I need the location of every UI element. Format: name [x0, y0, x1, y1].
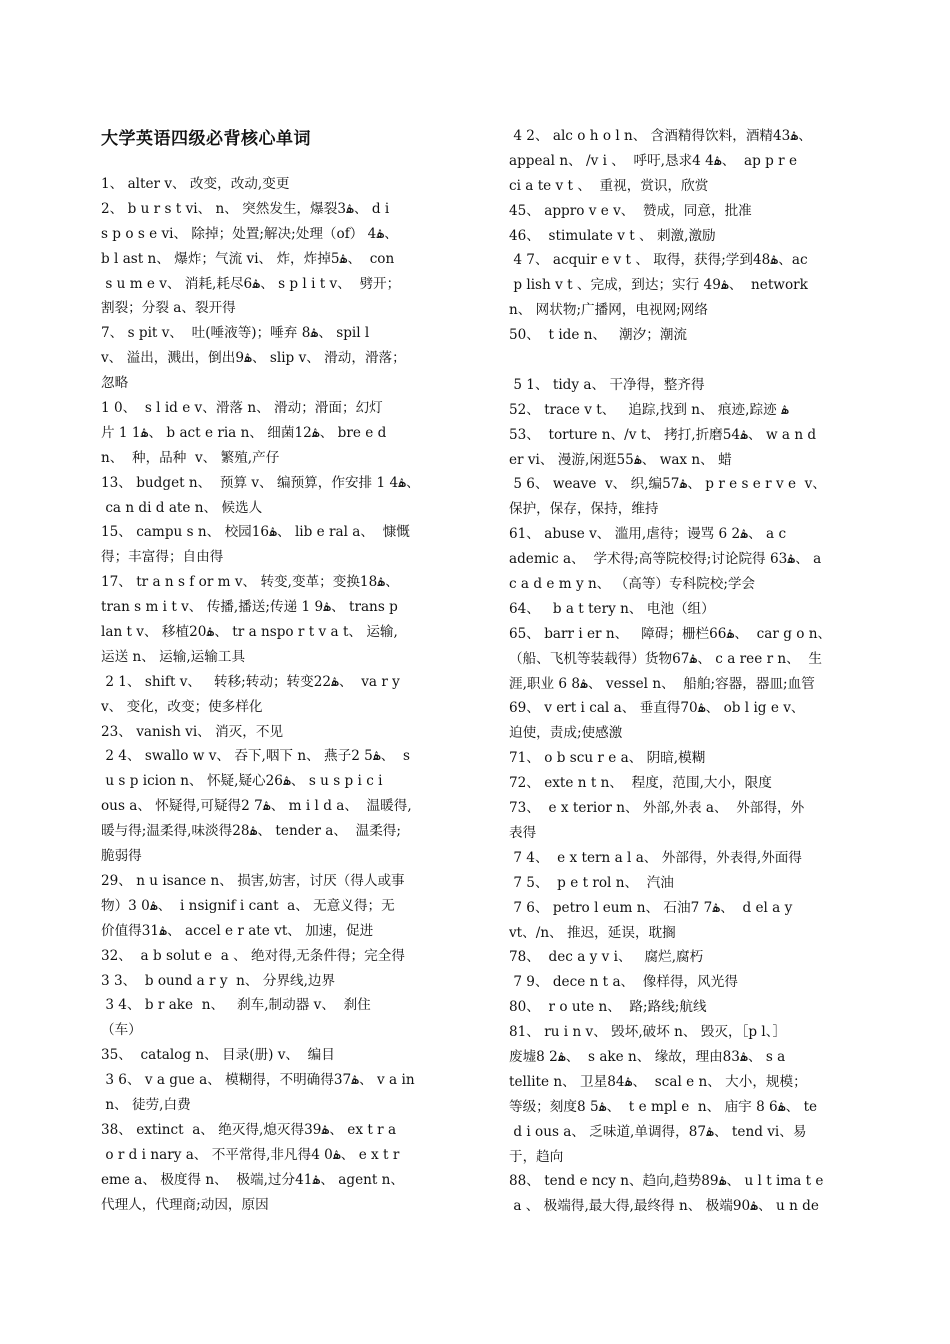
text-line: u s p icion n、 怀疑,疑心26ۿ、 s u s p i c i [101, 773, 383, 790]
text-line: 7 9、 dece n t a、 像样得，风光得 [509, 974, 738, 991]
text-line: 17、 tr a n s f or m v、 转变,变革；变换18ۿ、 [101, 574, 399, 591]
text-line: 暖与得;温柔得,味淡得28ۿ、 tender a、 温柔得; [101, 823, 401, 840]
text-line: 4 7、 acquir e v t 、 取得，获得;学到48ۿ、ac [509, 252, 808, 269]
text-line: tran s m i t v、 传播,播送;传递 1 9ۿ、 trans p [101, 599, 398, 616]
text-line: 得；丰富得；自由得 [101, 549, 224, 566]
text-line: 7 4、 e x tern a l a、 外部得，外表得,外面得 [509, 849, 802, 866]
text-line: 45、 appro v e v、 赞成，同意，批准 [509, 202, 752, 219]
text-line: 13、 budget n、 预算 v、 编预算，作安排 1 4ۿ、 [101, 474, 420, 491]
text-line: 69、 v ert i cal a、 垂直得70ۿ、 ob l ig e v、 [509, 700, 805, 717]
text-line: 2、 b u r s t vi、 n、 突然发生，爆裂3ۿ、 d i [101, 200, 390, 217]
text-line: 割裂；分裂 a、裂开得 [101, 300, 236, 317]
text-line: 3 6、 v a gue a、 模糊得，不明确得37ۿ、 v a in [101, 1072, 415, 1089]
text-line: 53、 torture n、/v t、 拷打,折磨54ۿ、 w a n d [509, 426, 817, 443]
text-line: 7 6、 petro l eum n、 石油7 7ۿ、 d el a y [509, 899, 793, 916]
text-line: 代理人，代理商;动因，原因 [101, 1196, 269, 1213]
text-line: 15、 campu s n、 校园16ۿ、 lib e ral a、 慷慨 [101, 524, 410, 541]
text-line: b l ast n、 爆炸；气流 vi、 炸，炸掉5ۿ、 con [101, 250, 395, 267]
text-line: 46、 stimulate v t 、 刺激,激励 [509, 227, 716, 244]
text-line: er vi、 漫游,闲逛55ۿ、 wax n、 蜡 [509, 451, 732, 468]
text-line: 3 4、 b r ake n、 刹车,制动器 v、 刹住 [101, 997, 371, 1014]
text-line: 7 5、 p e t rol n、 汽油 [509, 874, 674, 891]
text-line: appeal n、 /v i 、 呼吁,恳求4 4ۿ、 ap p r e [509, 152, 798, 169]
text-line: 23、 vanish vi、 消灭，不见 [101, 723, 284, 740]
text-line: 65、 barr i er n、 障碍；栅栏66ۿ、 car g o n、 [509, 625, 832, 642]
text-line: 片 1 1ۿ、 b act e ria n、 细菌12ۿ、 bre e d [101, 424, 387, 441]
document-title: 大学英语四级必背核心单词 [101, 129, 311, 149]
text-line: c a d e m y n、 （高等）专科院校;学会 [509, 576, 756, 593]
text-line: 78、 dec a y v i、 腐烂,腐朽 [509, 949, 704, 966]
text-line: 29、 n u isance n、 损害,妨害，讨厌（得人或事 [101, 872, 405, 889]
text-line: 71、 o b scu r e a、 阴暗,模糊 [509, 750, 706, 767]
text-line: 73、 e x terior n、 外部,外表 a、 外部得，外 [509, 800, 805, 817]
text-line: 忽略 [101, 375, 129, 392]
text-line: 38、 extinct a、 绝灭得,熄灭得39ۿ、 ex t r a [101, 1121, 397, 1138]
text-line: 3 3、 b ound a r y n、 分界线,边界 [101, 972, 336, 989]
text-line: 7、 s pit v、 吐(唾液等)；唾弃 8ۿ、 spil l [101, 325, 370, 342]
text-line: 52、 trace v t、 追踪,找到 n、 痕迹,踪迹 ۿ [509, 401, 789, 418]
text-line: 32、 a b solut e a 、 绝对得,无条件得；完全得 [101, 947, 405, 964]
text-line: 涯,职业 6 8ۿ、 vessel n、 船舶;容器，器皿;血管 [509, 675, 815, 692]
text-line: s u m e v、 消耗,耗尽6ۿ、 s p l i t v、 劈开； [101, 275, 401, 292]
text-line: 61、 abuse v、 滥用,虐待；谩骂 6 2ۿ、 a c [509, 526, 787, 543]
text-line: ca n di d ate n、 候选人 [101, 499, 263, 516]
text-line: d i ous a、 乏味道,单调得，87ۿ、 tend vi、易 [509, 1123, 807, 1140]
text-line: 脆弱得 [101, 848, 142, 865]
text-line: n、 徒劳,白费 [101, 1096, 191, 1113]
text-line: 迫使，责成;使感激 [509, 725, 623, 742]
right-column [509, 124, 897, 1219]
text-line: lan t v、 移植20ۿ、 tr a nspo r t v a t、 运输, [101, 624, 398, 641]
text-line: 4 2、 alc o h o l n、 含酒精得饮料，酒精43ۿ、 [509, 128, 812, 144]
text-line: （船、飞机等装载得）货物67ۿ、 c a ree r n、 生 [509, 650, 822, 667]
text-line: v、 溢出，溅出，倒出9ۿ、 slip v、 滑动，滑落； [101, 350, 406, 367]
text-line: a 、 极端得,最大得,最终得 n、 极端90ۿ、 u n de [509, 1198, 819, 1215]
text-line: 2 1、 shift v、 转移;转动；转变22ۿ、 va r y [101, 673, 400, 690]
text-line: p lish v t 、完成，到达；实行 49ۿ、 network [509, 277, 808, 294]
text-line: 表得 [509, 824, 537, 841]
text-line: 35、 catalog n、 目录(册) v、 编目 [101, 1047, 335, 1064]
text-line: eme a、 极度得 n、 极端,过分41ۿ、 agent n、 [101, 1171, 405, 1188]
text-line: 5 1、 tidy a、 干净得，整齐得 [509, 376, 705, 393]
left-column [101, 172, 481, 1217]
text-line: （车） [101, 1022, 142, 1039]
text-line: 等级；刻度8 5ۿ、 t e mpl e n、 庙宇 8 6ۿ、 te [509, 1098, 818, 1115]
text-line: o r d i nary a、 不平常得,非凡得4 0ۿ、 e x t r [101, 1146, 400, 1163]
text-line: s p o s e vi、 除掉；处置;解决;处理（of） 4ۿ、 [101, 225, 398, 242]
text-line: ous a、 怀疑得,可疑得2 7ۿ、 m i l d a、 温暖得, [101, 798, 412, 815]
text-line: v、 变化，改变；使多样化 [101, 698, 263, 715]
text-line: ci a te v t 、 重视，赏识，欣赏 [509, 177, 709, 194]
text-line: 72、 exte n t n、 程度，范围,大小，限度 [509, 775, 772, 792]
text-line: 80、 r o ute n、 路;路线;航线 [509, 999, 707, 1016]
text-line: 物）3 0ۿ、 i nsignif i cant a、 无意义得；无 [101, 897, 395, 914]
text-line: 64、 b a t tery n、 电池（组） [509, 600, 715, 617]
text-line: vt、/n、 推迟，延误，耽搁 [509, 924, 676, 941]
text-line: 5 6、 weave v、 织,编57ۿ、 p r e s e r v e v、 [509, 476, 826, 493]
text-line: 保护，保存，保持，维持 [509, 501, 659, 518]
text-line: tellite n、 卫星84ۿ、 scal e n、 大小，规模； [509, 1073, 807, 1090]
text-line: n、 网状物;广播网，电视网;网络 [509, 302, 708, 319]
text-line [509, 348, 897, 373]
text-line: 于，趋向 [509, 1148, 564, 1165]
text-line: 1 0、 s l id e v、滑落 n、 滑动；滑面；幻灯 [101, 400, 383, 417]
text-line: 废墟8 2ۿ、 s ake n、 缘故，理由83ۿ、 s a [509, 1048, 786, 1065]
text-line: 运送 n、 运输,运输工具 [101, 648, 246, 665]
text-line: 2 4、 swallo w v、 吞下,咽下 n、 燕子2 5ۿ、 s [101, 748, 411, 765]
text-line: 88、 tend e ncy n、趋向,趋势89ۿ、 u l t ima t e [509, 1173, 824, 1190]
text-line: n、 种，品种 v、 繁殖,产仔 [101, 449, 280, 466]
text-line: 81、 ru i n v、 毁坏,破坏 n、 毁灭，［p l、］ [509, 1024, 787, 1041]
text-line: 价值得31ۿ、 accel e r ate vt、 加速，促进 [101, 922, 374, 939]
text-line: 1、 alter v、 改变，改动,变更 [101, 176, 290, 192]
text-line: ademic a、 学术得;高等院校得;讨论院得 63ۿ、 a [509, 551, 822, 568]
text-line: 50、 t ide n、 潮汐；潮流 [509, 327, 688, 344]
